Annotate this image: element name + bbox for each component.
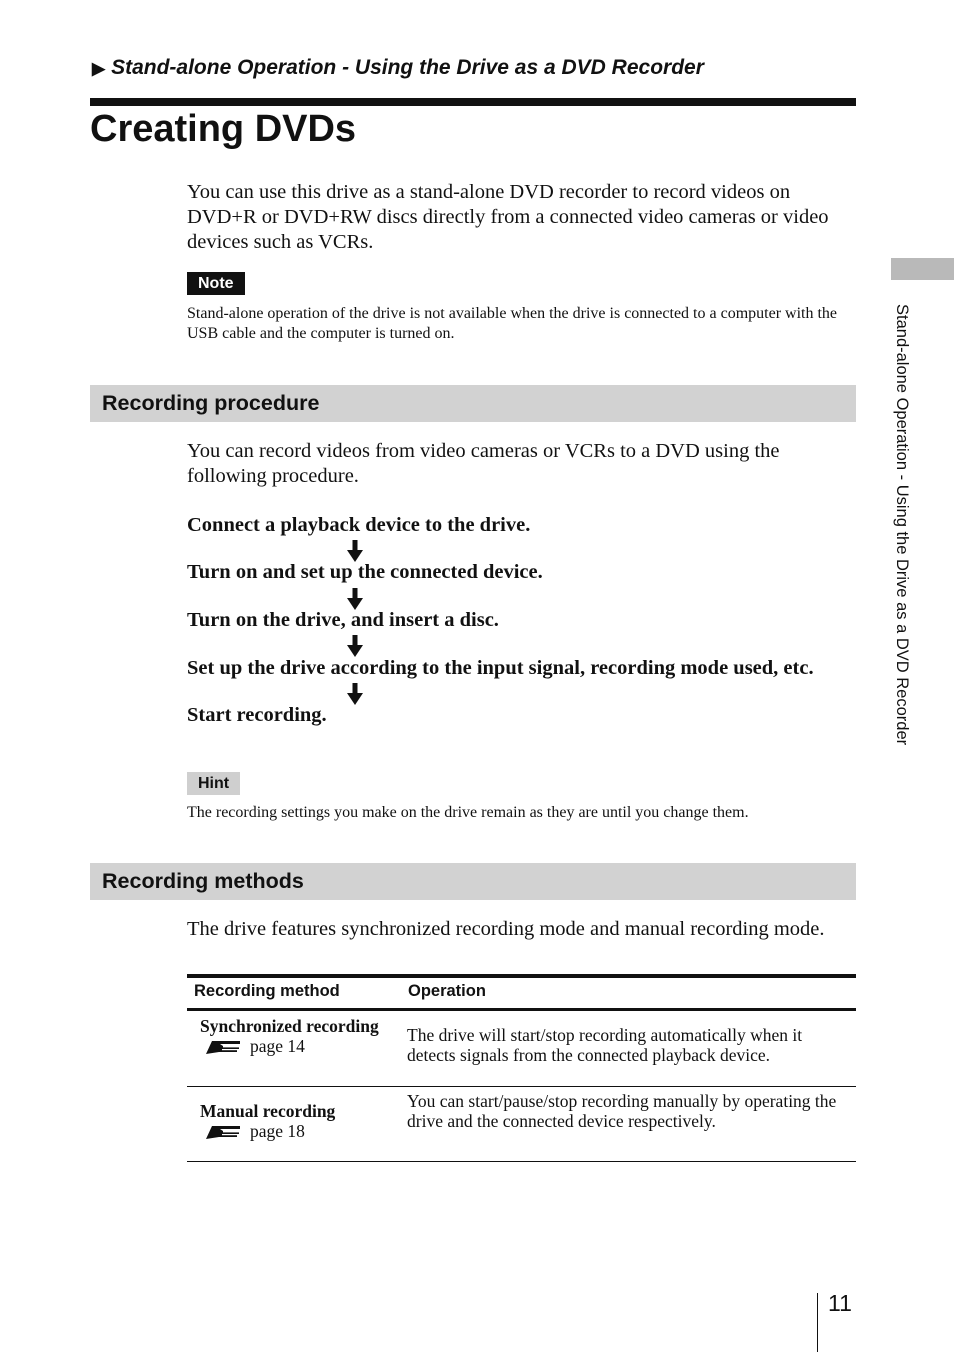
method-name: Synchronized recording <box>200 1016 379 1036</box>
page-ref-text: page 18 <box>250 1121 305 1141</box>
step-2: Turn on and set up the connected device. <box>187 561 543 583</box>
recording-methods-table <box>187 974 856 1162</box>
section-header-text: Stand-alone Operation - Using the Drive as a DVD Recorder <box>111 56 704 79</box>
page-number: 11 <box>828 1290 852 1316</box>
table-row <box>187 1087 856 1162</box>
page-reference <box>203 1036 393 1056</box>
procedure-intro: You can record videos from video cameras or VCRs to a DVD using the following procedure. <box>187 440 780 487</box>
pointing-hand-icon <box>203 1037 241 1055</box>
method-cell <box>187 1087 401 1162</box>
step-4: Set up the drive according to the input signal, recording mode used, etc. <box>187 657 814 679</box>
table-row <box>187 1010 856 1087</box>
side-tab-text: Stand-alone Operation - Using the Drive as a DVD Recorder <box>893 304 911 746</box>
triangle-bullet-icon: ▶ <box>92 59 106 78</box>
step-5: Start recording. <box>187 704 327 726</box>
note-label <box>187 272 245 295</box>
down-arrow-icon <box>347 683 363 705</box>
note-badge: Note <box>187 272 245 295</box>
recording-procedure-heading: Recording procedure <box>90 385 856 422</box>
column-header-method: Recording method <box>187 976 401 1010</box>
step-1: Connect a playback device to the drive. <box>187 514 531 536</box>
method-cell <box>187 1010 401 1087</box>
hint-text: The recording settings you make on the drive remain as they are until you change them. <box>187 804 749 821</box>
page-reference <box>203 1121 393 1141</box>
page-title: Creating DVDs <box>90 108 357 150</box>
down-arrow-icon <box>347 588 363 610</box>
section-header <box>92 56 862 80</box>
intro-paragraph: You can use this drive as a stand-alone DVD recorder to record videos on DVD+R or DVD+RW discs directly from a connected video cameras or video devices such as VCRs. <box>187 181 829 253</box>
down-arrow-icon <box>347 540 363 562</box>
step-3: Turn on the drive, and insert a disc. <box>187 609 499 631</box>
table-header-row <box>187 976 856 1010</box>
methods-intro: The drive features synchronized recording mode and manual recording mode. <box>187 918 825 940</box>
recording-methods-heading: Recording methods <box>90 863 856 900</box>
operation-cell: The drive will start/stop recording automatically when it detects signals from the connected playback device. <box>401 1010 856 1087</box>
hint-badge: Hint <box>187 772 240 795</box>
pointing-hand-icon <box>203 1122 241 1140</box>
method-name: Manual recording <box>200 1101 336 1121</box>
page-number-rule <box>817 1293 818 1352</box>
note-text: Stand-alone operation of the drive is not available when the drive is connected to a computer with the USB cable and the computer is turned on. <box>187 305 838 342</box>
down-arrow-icon <box>347 635 363 657</box>
side-tab-marker <box>891 258 954 280</box>
hint-label <box>187 772 240 795</box>
column-header-operation: Operation <box>401 976 856 1010</box>
operation-cell: You can start/pause/stop recording manually by operating the drive and the connected device respectively. <box>401 1087 856 1162</box>
page-ref-text: page 14 <box>250 1036 305 1056</box>
title-rule <box>90 98 856 106</box>
